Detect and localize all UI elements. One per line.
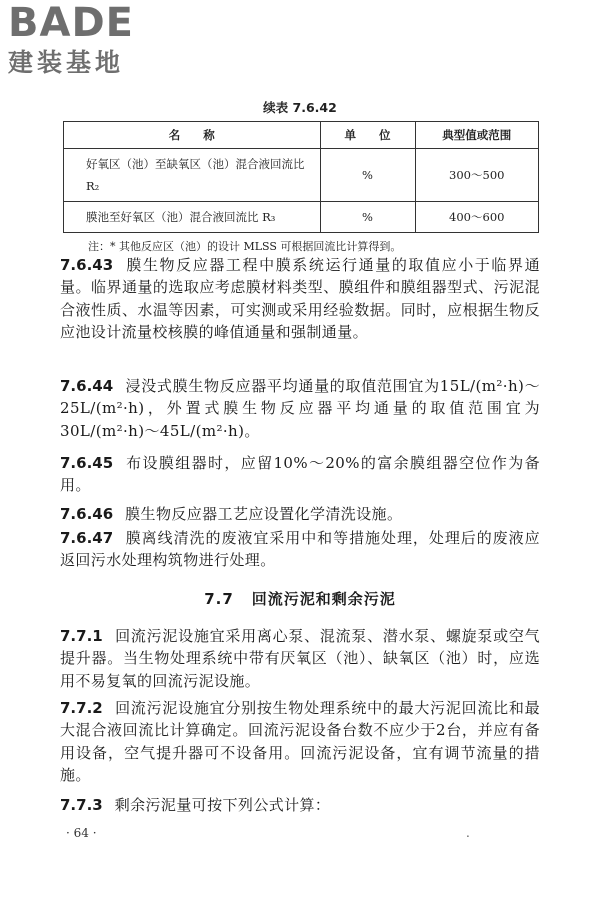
clause-text: 回流污泥设施宜分别按生物处理系统中的最大污泥回流比和最大混合液回流比计算确定。回流污泥设备台数不应少于2台，并应有备用设备，空气提升器可不设备用。回流污泥设备，宜有调节流量的措施。 xyxy=(60,699,540,785)
clause-number: 7.6.47 xyxy=(60,529,114,547)
footer-mark: . xyxy=(466,826,470,840)
clause-7-7-2 xyxy=(60,697,540,787)
section-title: 回流污泥和剩余污泥 xyxy=(251,590,396,608)
logo-subtitle: 建装基地 xyxy=(8,48,125,77)
clause-7-7-3 xyxy=(60,794,540,816)
clause-number: 7.7.3 xyxy=(60,796,103,814)
clause-text: 回流污泥设施宜采用离心泵、混流泵、潜水泵、螺旋泵或空气提升器。当生物处理系统中带有厌氧区（池）、缺氧区（池）时，应选用不易复氧的回流污泥设施。 xyxy=(60,627,540,690)
column-header-name: 名 称 xyxy=(64,122,321,149)
table-cell-name: 好氧区（池）至缺氧区（池）混合液回流比 R₂ xyxy=(64,149,321,202)
clause-7-6-43 xyxy=(60,254,540,344)
table-cell-value: 400～600 xyxy=(415,202,539,233)
clause-number: 7.7.1 xyxy=(60,627,103,645)
clause-number: 7.6.45 xyxy=(60,454,114,472)
table-cell-unit: % xyxy=(320,202,415,233)
table-header-row xyxy=(64,122,539,149)
clause-text: 膜离线清洗的废液宜采用中和等措施处理，处理后的废液应返回污水处理构筑物进行处理。 xyxy=(60,529,540,570)
clause-number: 7.6.43 xyxy=(60,256,114,274)
column-header-unit: 单 位 xyxy=(320,122,415,149)
clause-text: 布设膜组器时，应留10%～20%的富余膜组器空位作为备用。 xyxy=(60,454,540,495)
page-number: · 64 · xyxy=(66,826,97,840)
column-header-value: 典型值或范围 xyxy=(415,122,539,149)
clause-number: 7.6.46 xyxy=(60,505,114,523)
clause-number: 7.7.2 xyxy=(60,699,103,717)
table-note: 注：* 其他反应区（池）的设计 MLSS 可根据回流比计算得到。 xyxy=(88,240,402,253)
table-row xyxy=(64,149,539,202)
table-cell-value: 300～500 xyxy=(415,149,539,202)
clause-text: 膜生物反应器工程中膜系统运行通量的取值应小于临界通量。临界通量的选取应考虑膜材料类型、膜组件和膜组器型式、污泥混合液性质、水温等因素，可实测或采用经验数据。同时，应根据生物反应池设计流量校核膜的峰值通量和强制通量。 xyxy=(60,256,540,342)
section-number: 7.7 xyxy=(204,590,234,608)
clause-text: 剩余污泥量可按下列公式计算： xyxy=(114,796,331,814)
clause-text: 浸没式膜生物反应器平均通量的取值范围宜为15L/(m²·h)～25L/(m²·h)，外置式膜生物反应器平均通量的取值范围宜为30L/(m²·h)～45L/(m²·h)。 xyxy=(60,377,540,440)
table-cell-unit: % xyxy=(320,149,415,202)
bade-logo xyxy=(8,2,188,84)
table-cell-name: 膜池至好氧区（池）混合液回流比 R₃ xyxy=(64,202,321,233)
clause-7-6-45 xyxy=(60,452,540,497)
table-title: 续表 7.6.42 xyxy=(263,100,337,115)
logo-wordmark: BADE xyxy=(8,0,134,46)
clause-7-6-46 xyxy=(60,503,540,525)
clause-text: 膜生物反应器工艺应设置化学清洗设施。 xyxy=(125,505,403,523)
section-heading xyxy=(0,588,600,609)
parameter-table xyxy=(63,121,539,233)
clause-7-7-1 xyxy=(60,625,540,692)
clause-7-6-47 xyxy=(60,527,540,572)
clause-number: 7.6.44 xyxy=(60,377,114,395)
table-row xyxy=(64,202,539,233)
clause-7-6-44 xyxy=(60,375,540,442)
